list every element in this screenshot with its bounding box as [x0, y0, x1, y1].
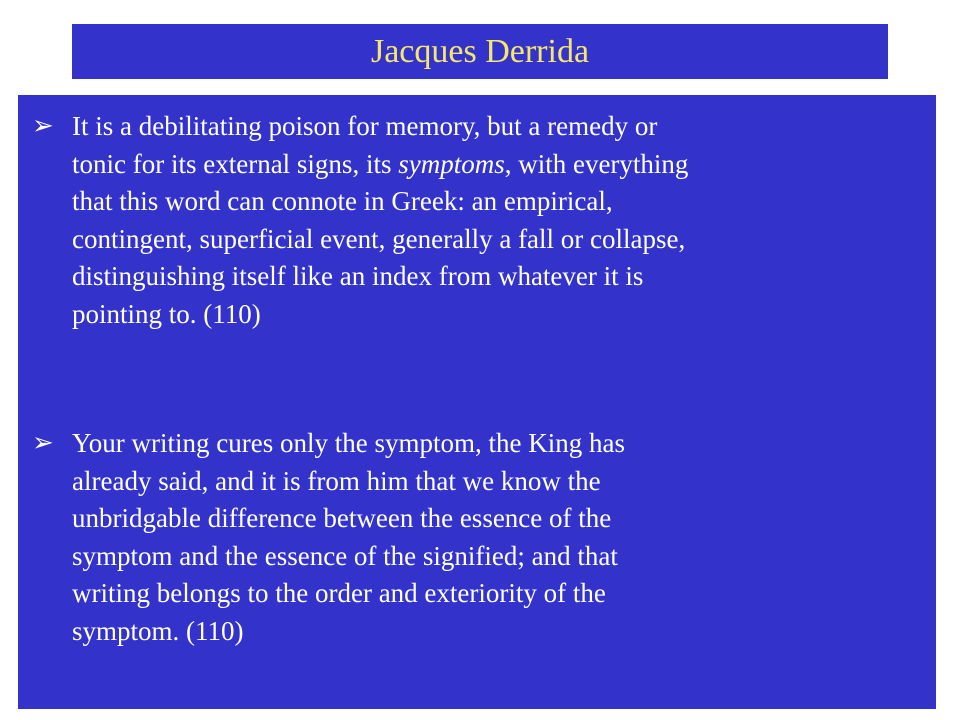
bullet-line: Your writing cures only the symptom, the King has [72, 428, 625, 458]
slide-title: Jacques Derrida [370, 32, 590, 70]
bullet-line: tonic for its external signs, its [72, 148, 399, 179]
bullet-text [72, 425, 922, 650]
bullet-line: symptom and the essence of the signified; and that [72, 540, 618, 571]
bullet-line: , with everything [504, 148, 689, 179]
bullet-text [72, 108, 922, 333]
bullet-line: pointing to. (110) [72, 298, 261, 329]
arrowhead-bullet-icon: ➢ [32, 111, 54, 141]
bullet-line: already said, and it is from him that we know the [72, 465, 601, 496]
bullet-item [18, 425, 936, 650]
bullet-line: It is a debilitating poison for memory, but a remedy or [72, 111, 658, 141]
arrowhead-bullet-icon: ➢ [32, 428, 54, 458]
italic-term: symptoms [398, 148, 505, 179]
bullet-line: contingent, superficial event, generally a fall or collapse, [72, 223, 686, 254]
bullet-item [18, 108, 936, 333]
bullet-line: unbridgable difference between the essence of the [72, 503, 612, 533]
bullet-line: that this word can connote in Greek: an empirical, [72, 186, 613, 216]
title-bar [72, 24, 888, 79]
bullet-line: distinguishing itself like an index from whatever it is [72, 261, 644, 291]
content-panel [18, 95, 936, 709]
bullet-line: writing belongs to the order and exteriority of the [72, 578, 606, 608]
bullet-line: symptom. (110) [72, 615, 244, 646]
